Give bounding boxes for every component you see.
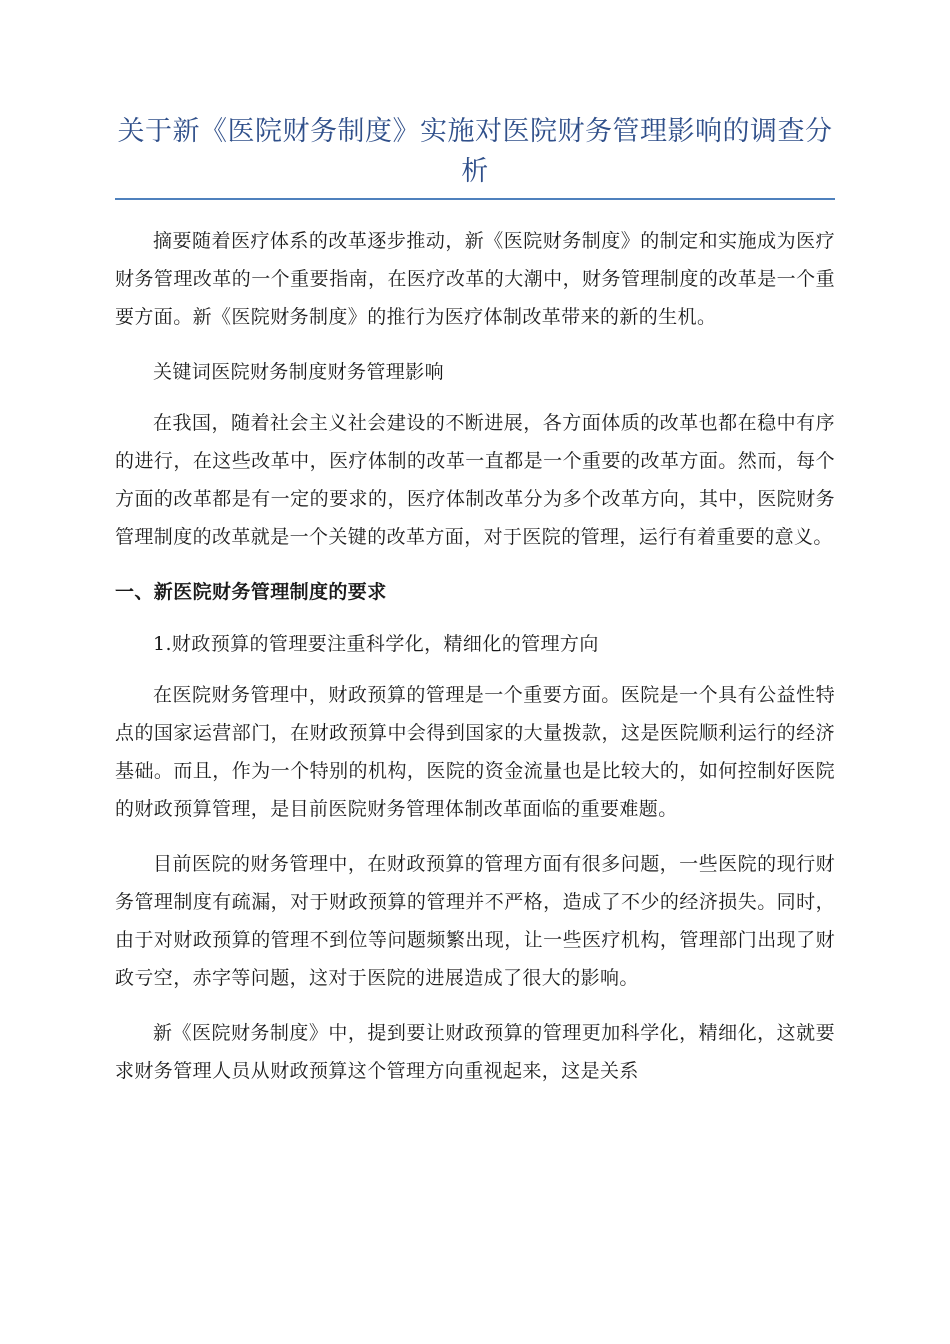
subsection-heading: 1.财政预算的管理要注重科学化，精细化的管理方向 xyxy=(153,633,599,655)
keywords-line: 关键词医院财务制度财务管理影响 xyxy=(153,361,445,383)
document-title: 关于新《医院财务制度》实施对医院财务管理影响的调查分析 xyxy=(117,116,833,187)
abstract-paragraph: 摘要随着医疗体系的改革逐步推动，新《医院财务制度》的制定和实施成为医疗财务管理改革的一个重要指南，在医疗改革的大潮中，财务管理制度的改革是一个重要方面。新《医院财务制度》的推行为医疗体制改革带来的新的生机。 xyxy=(115,230,835,328)
title-underline xyxy=(115,198,835,200)
body-paragraph: 目前医院的财务管理中，在财政预算的管理方面有很多问题，一些医院的现行财务管理制度有疏漏，对于财政预算的管理并不严格，造成了不少的经济损失。同时，由于对财政预算的管理不到位等问题频繁出现，让一些医疗机构，管理部门出现了财政亏空，赤字等问题，这对于医院的进展造成了很大的影响。 xyxy=(115,853,835,989)
body-paragraph: 在医院财务管理中，财政预算的管理是一个重要方面。医院是一个具有公益性特点的国家运营部门，在财政预算中会得到国家的大量拨款，这是医院顺利运行的经济基础。而且，作为一个特别的机构，医院的资金流量也是比较大的，如何控制好医院的财政预算管理，是目前医院财务管理体制改革面临的重要难题。 xyxy=(115,684,835,820)
section-heading: 一、新医院财务管理制度的要求 xyxy=(115,581,387,603)
body-paragraph: 新《医院财务制度》中，提到要让财政预算的管理更加科学化，精细化，这就要求财务管理人员从财政预算这个管理方向重视起来，这是关系 xyxy=(115,1022,835,1082)
document-page xyxy=(115,112,835,1107)
intro-paragraph: 在我国，随着社会主义社会建设的不断进展，各方面体质的改革也都在稳中有序的进行，在这些改革中，医疗体制的改革一直都是一个重要的改革方面。然而，每个方面的改革都是有一定的要求的，医疗体制改革分为多个改革方向，其中，医院财务管理制度的改革就是一个关键的改革方面，对于医院的管理，运行有着重要的意义。 xyxy=(115,412,835,548)
